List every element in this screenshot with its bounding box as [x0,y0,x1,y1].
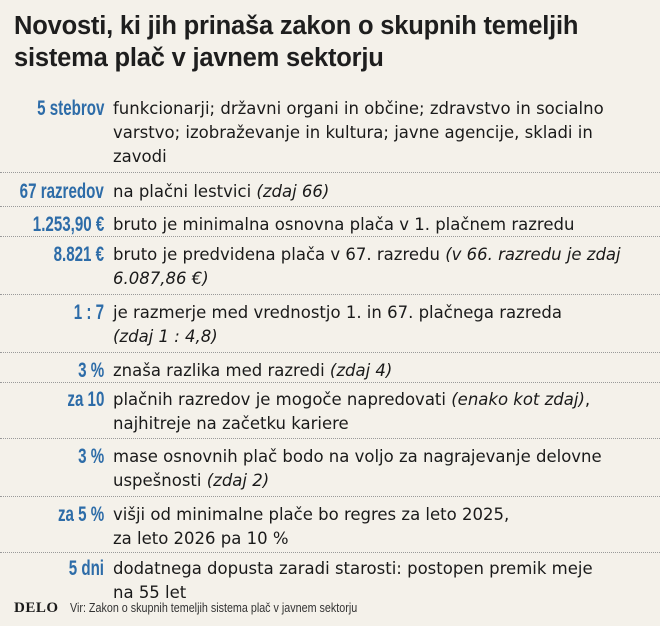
fact-description [113,97,653,169]
fact-text: varstvo; izobraževanje in kultura; javne agencije, skladi in [113,123,593,142]
fact-description-line [113,412,653,436]
fact-note: (v 66. razredu je zdaj [445,245,621,264]
fact-text: mase osnovnih plač bodo na voljo za nagrajevanje delovne [113,447,602,466]
fact-text: funkcionarji; državni organi in občine; zdravstvo in socialno [113,99,604,118]
fact-description-line [113,359,653,383]
fact-description [113,180,653,204]
title-line-1: Novosti, ki jih prinaša zakon o skupnih temeljih [14,12,579,40]
delo-logo: DELO [14,600,59,616]
fact-row [0,295,660,353]
fact-stat: 67 razredov [19,180,104,203]
fact-description [113,243,653,291]
fact-description-line [113,180,653,204]
fact-text: , [584,390,591,409]
fact-row [0,173,660,207]
fact-description [113,301,653,349]
fact-description-line [113,557,653,581]
fact-description-line [113,325,653,349]
fact-description-line [113,267,653,291]
fact-description [113,213,653,237]
fact-note: (zdaj 66) [256,182,330,201]
fact-row [0,383,660,439]
fact-note: (zdaj 2) [206,471,270,490]
page-title [14,10,654,74]
fact-description-line [113,145,653,169]
fact-row [0,353,660,383]
fact-description [113,445,653,493]
fact-text: bruto je minimalna osnovna plača v 1. plačnem razredu [113,215,575,234]
fact-stat: 3 % [77,359,104,382]
fact-text: najhitreje na začetku kariere [113,414,349,433]
facts-list [0,91,660,605]
fact-description-line [113,97,653,121]
fact-text: zavodi [113,147,167,166]
fact-stat: 5 stebrov [36,97,104,120]
fact-row [0,207,660,237]
fact-note: 6.087,86 €) [113,269,209,288]
fact-description-line [113,213,653,237]
fact-text: na 55 let [113,583,187,602]
fact-text: znaša razlika med razredi [113,361,330,380]
fact-stat: 1 : 7 [73,301,104,324]
source-note: Vir: Zakon o skupnih temeljih sistema plač v javnem sektorju [70,601,358,615]
fact-note: (zdaj 4) [329,361,393,380]
fact-description-line [113,301,653,325]
fact-stat: 8.821 € [53,243,104,266]
fact-row [0,91,660,173]
fact-description [113,359,653,383]
fact-description-line [113,121,653,145]
fact-description-line [113,469,653,493]
fact-description-line [113,445,653,469]
fact-description [113,503,653,551]
fact-text: uspešnosti [113,471,207,490]
fact-note: (enako kot zdaj) [451,390,585,409]
fact-stat: za 10 [67,388,104,411]
fact-description-line [113,243,653,267]
fact-description [113,557,653,605]
fact-text: višji od minimalne plače bo regres za leto 2025, [113,505,510,524]
fact-description-line [113,527,653,551]
fact-note: (zdaj 1 : 4,8) [113,327,218,346]
fact-text: plačnih razredov je mogoče napredovati [113,390,452,409]
fact-text: bruto je predvidena plača v 67. razredu [113,245,446,264]
fact-text: za leto 2026 pa 10 % [113,529,289,548]
fact-text: dodatnega dopusta zaradi starosti: postopen premik meje [113,559,593,578]
fact-text: na plačni lestvici [113,182,257,201]
fact-stat: 5 dni [68,557,104,580]
fact-stat: 3 % [77,445,104,468]
footer [14,600,654,616]
fact-stat: 1.253,90 € [32,213,104,236]
fact-text: je razmerje med vrednostjo 1. in 67. plačnega razreda [113,303,562,322]
fact-description-line [113,388,653,412]
fact-row [0,237,660,295]
fact-row [0,553,660,605]
fact-stat: za 5 % [57,503,104,526]
title-line-2: sistema plač v javnem sektorju [14,44,384,72]
fact-description [113,388,653,436]
fact-row [0,497,660,553]
fact-row [0,439,660,497]
fact-description-line [113,503,653,527]
